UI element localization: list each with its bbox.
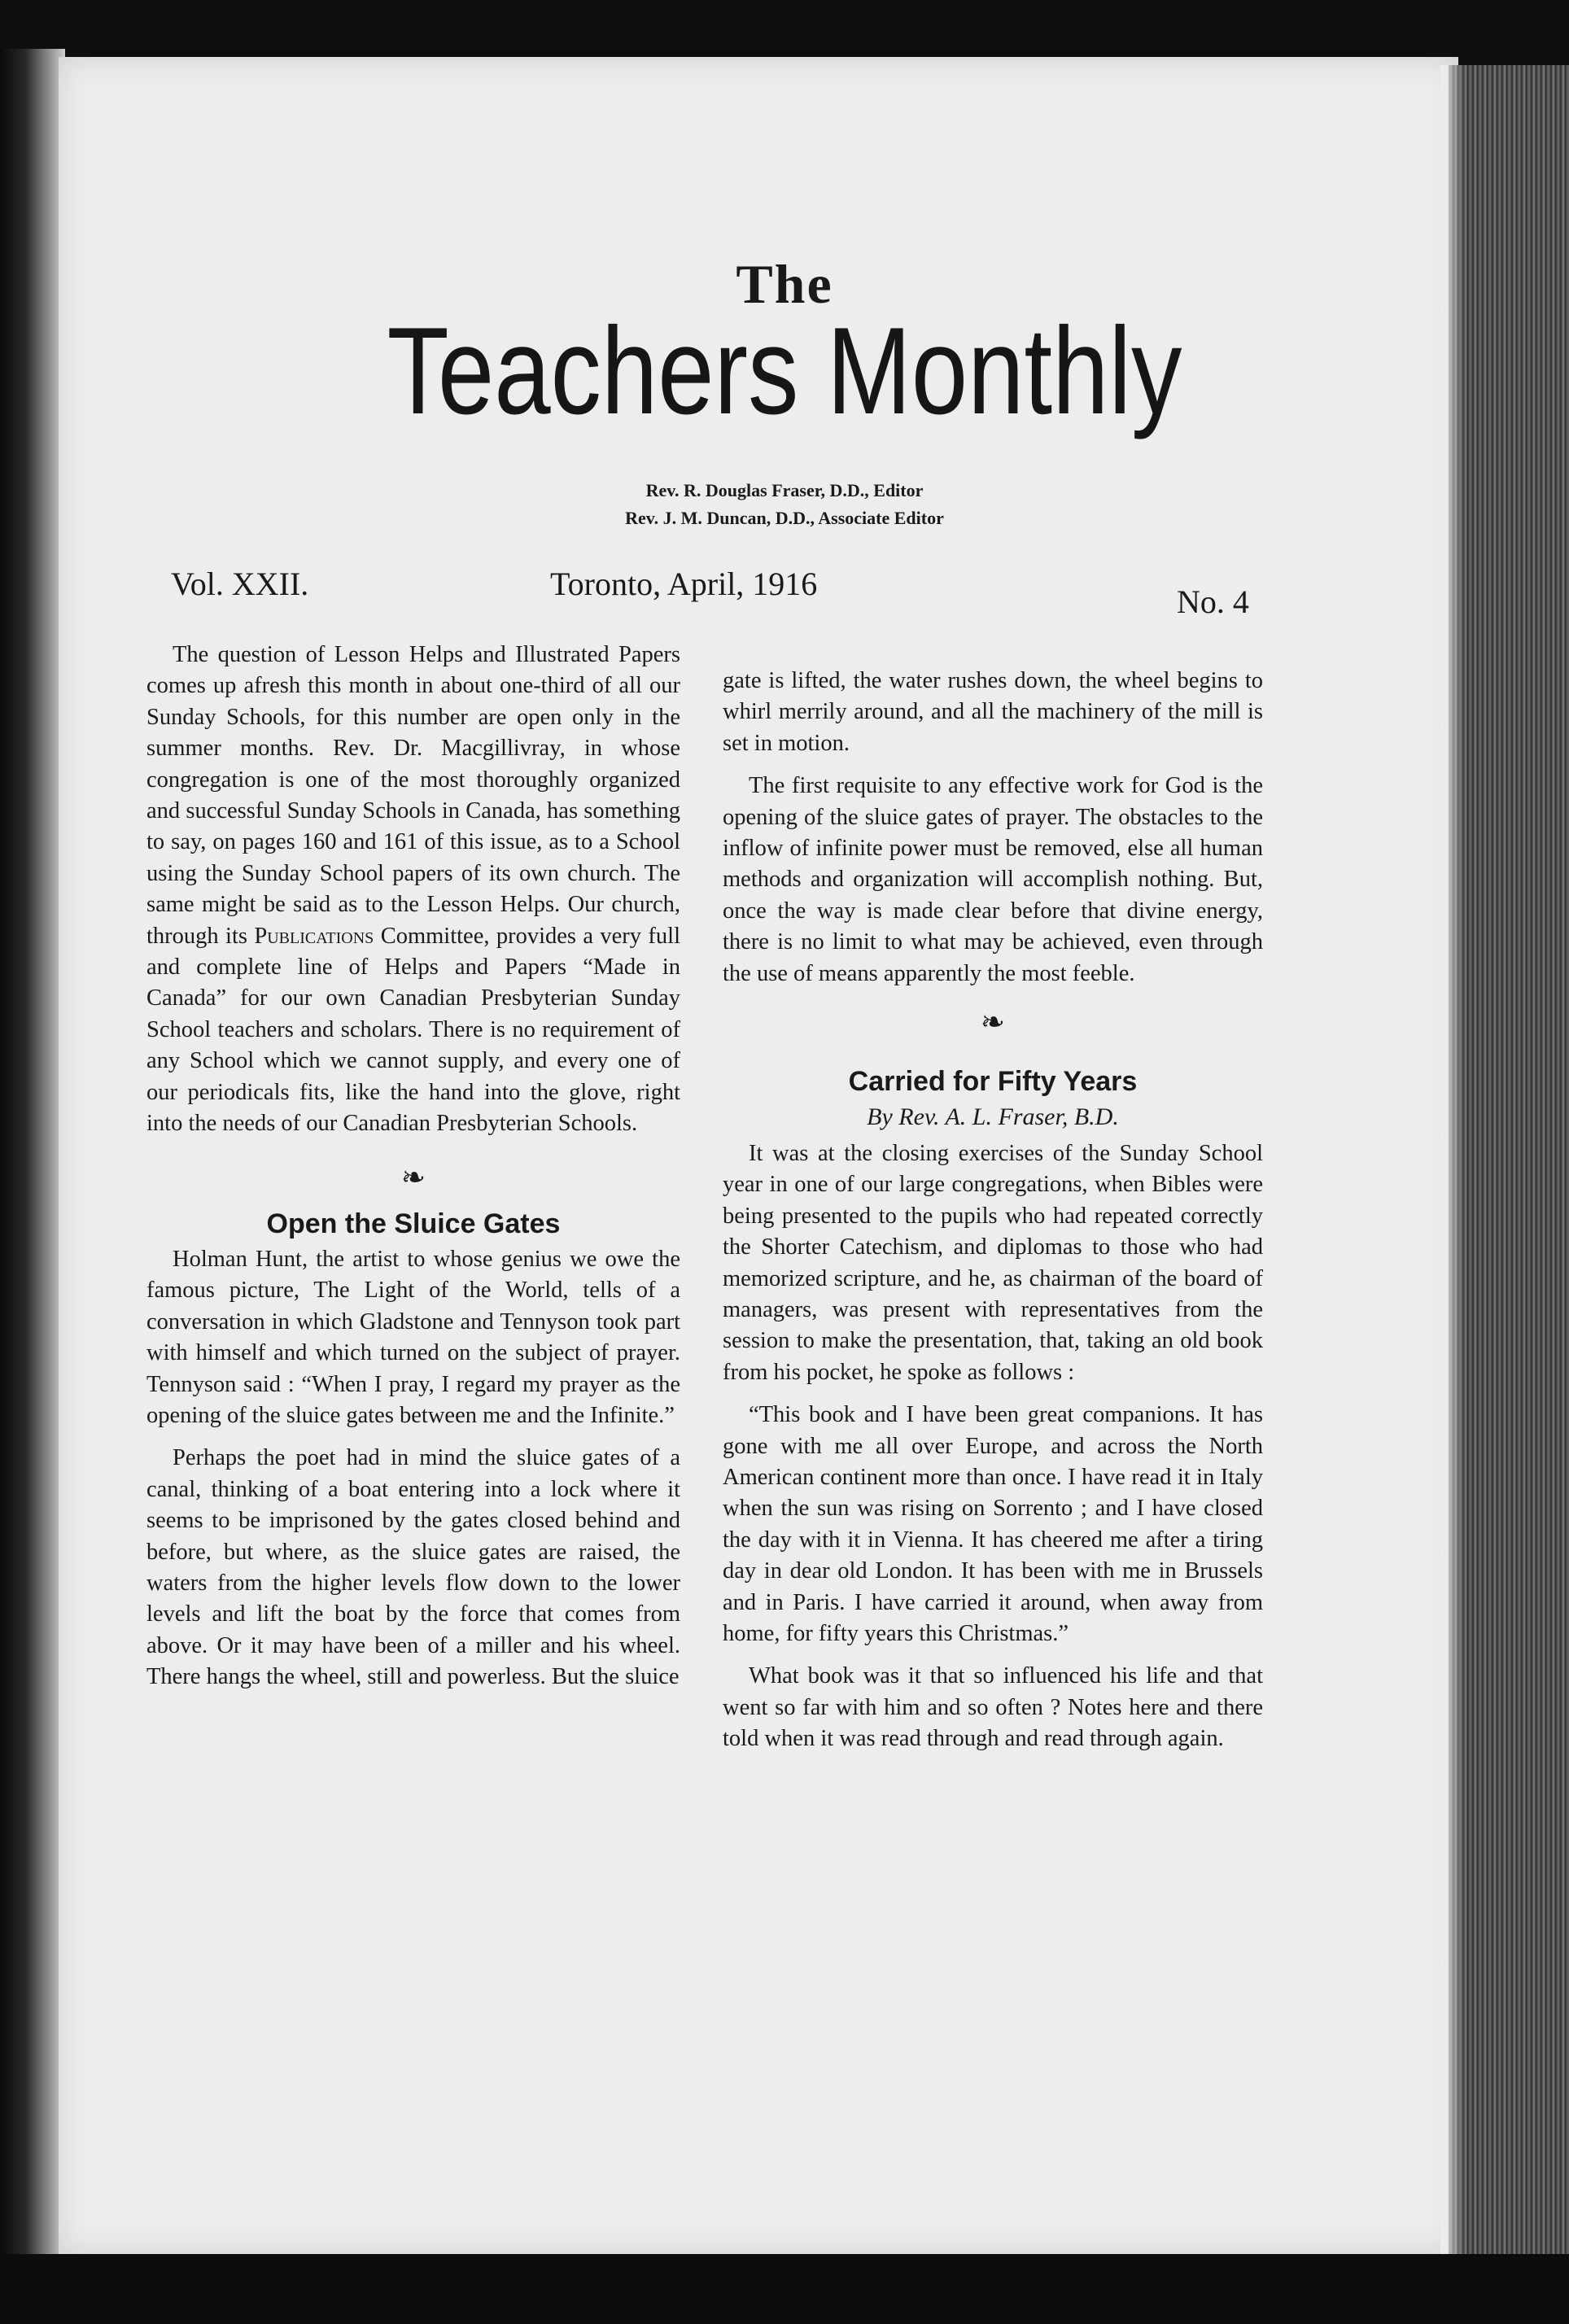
intro-text-b: Committee, provides a very full and complete line of Helps and Papers “Made in Canada” for our own Canadian Presbyterian Sunday School teachers and scholars. There is no requirement of any School which we cannot supply, and every one of our periodicals fits, like the hand into the glove, right into the needs of our Canadian Presbyterian Schools. xyxy=(146,923,680,1137)
page-edge-shading xyxy=(1440,65,1465,2278)
sluice-paragraph-3: The first requisite to any effective work for God is the opening of the sluice gates of prayer. The obstacles to the inflow of infinite power must be removed, else all human methods and organization will accomplish nothing. But, once the way is made clear before that divine energy, there is no limit to what may be achieved, even through the use of means apparently the most feeble. xyxy=(723,773,1263,986)
book-spine-shadow xyxy=(0,49,65,2270)
left-column xyxy=(146,640,680,1693)
volume-number: Vol. XXII. xyxy=(171,566,309,602)
sluice-paragraph-1: Holman Hunt, the artist to whose genius we owe the famous picture, The Light of the World, tells of a conversation in which Gladstone and Tennyson took part with himself and which turned on the subject of prayer. Tennyson said : “When I pray, I regard my prayer as the opening of the sluice gates between me and the Infinite.” xyxy=(146,1246,680,1428)
intro-text-a: The question of Lesson Helps and Illustrated Papers comes up afresh this month in about one-third of all our Sunday Schools, for this number are open only in the summer months. Rev. Dr. Macgillivray, in whose congregation is one of the most thoroughly organized and successful Sunday Schools in Canada, has something to say, on pages 160 and 161 of this issue, as to a School using the Sunday School papers of its own church. The same might be said as to the Lesson Helps. Our church, through its xyxy=(146,642,680,949)
scan-bottom-border xyxy=(0,2254,1569,2324)
fifty-years-paragraph-1: It was at the closing exercises of the Sunday School year in one of our large congregations, when Bibles were being presented to the pupils who had repeated correctly the Shorter Catechism, and diplomas to those who had memorized scripture, and he, as chairman of the board of managers, was present with representatives from the session to make the presentation, that, taking an old book from his pocket, he spoke as follows : xyxy=(723,1140,1263,1385)
fifty-years-paragraph-2: “This book and I have been great companions. It has gone with me all over Europe, and across the North American continent more than once. I have read it in Italy when the sun was rising on Sorrento ; and I have closed the day with it in Vienna. It has cheered me after a tiring day in dear old London. It has been with me in Brussels and in Paris. I have carried it around, when away from home, for fifty years this Christmas.” xyxy=(723,1402,1263,1646)
publications-smallcaps: Publications xyxy=(254,923,374,949)
article-byline: By Rev. A. L. Fraser, B.D. xyxy=(867,1103,1119,1131)
fleuron-ornament-2: ❧ xyxy=(980,1006,1006,1039)
associate-editor-line: Rev. J. M. Duncan, D.D., Associate Editor xyxy=(625,508,944,528)
issue-date: Toronto, April, 1916 xyxy=(550,566,818,602)
intro-paragraph xyxy=(146,640,680,1140)
right-column xyxy=(723,666,1263,1755)
editors-block xyxy=(0,477,1569,532)
editor-line: Rev. R. Douglas Fraser, D.D., Editor xyxy=(645,480,924,500)
issue-number: No. 4 xyxy=(1177,583,1249,620)
fleuron-ornament: ❧ xyxy=(400,1160,426,1194)
masthead-the: The xyxy=(736,253,833,315)
fifty-years-paragraph-3: What book was it that so influenced his life and that went so far with him and so often ? Notes here and there told when it was read through and read through again. xyxy=(723,1663,1263,1752)
sluice-paragraph-2: Perhaps the poet had in mind the sluice gates of a canal, thinking of a boat entering into a lock where it seems to be imprisoned by the gates closed behind and before, but where, as the sluice gates are raised, the waters from the higher levels flow down to the lower levels and lift the boat by the force that comes from above. Or it may have been of a miller and his wheel. There hangs the wheel, still and powerless. But the sluice xyxy=(146,1445,680,1690)
article-heading-sluice-gates: Open the Sluice Gates xyxy=(266,1208,561,1239)
sluice-paragraph-2-continued: gate is lifted, the water rushes down, the wheel begins to whirl merrily around, and all the machinery of the mill is set in motion. xyxy=(723,668,1263,756)
masthead-title: Teachers Monthly xyxy=(387,302,1182,440)
article-heading-fifty-years: Carried for Fifty Years xyxy=(848,1066,1138,1098)
page-stack-edge xyxy=(1449,65,1569,2278)
